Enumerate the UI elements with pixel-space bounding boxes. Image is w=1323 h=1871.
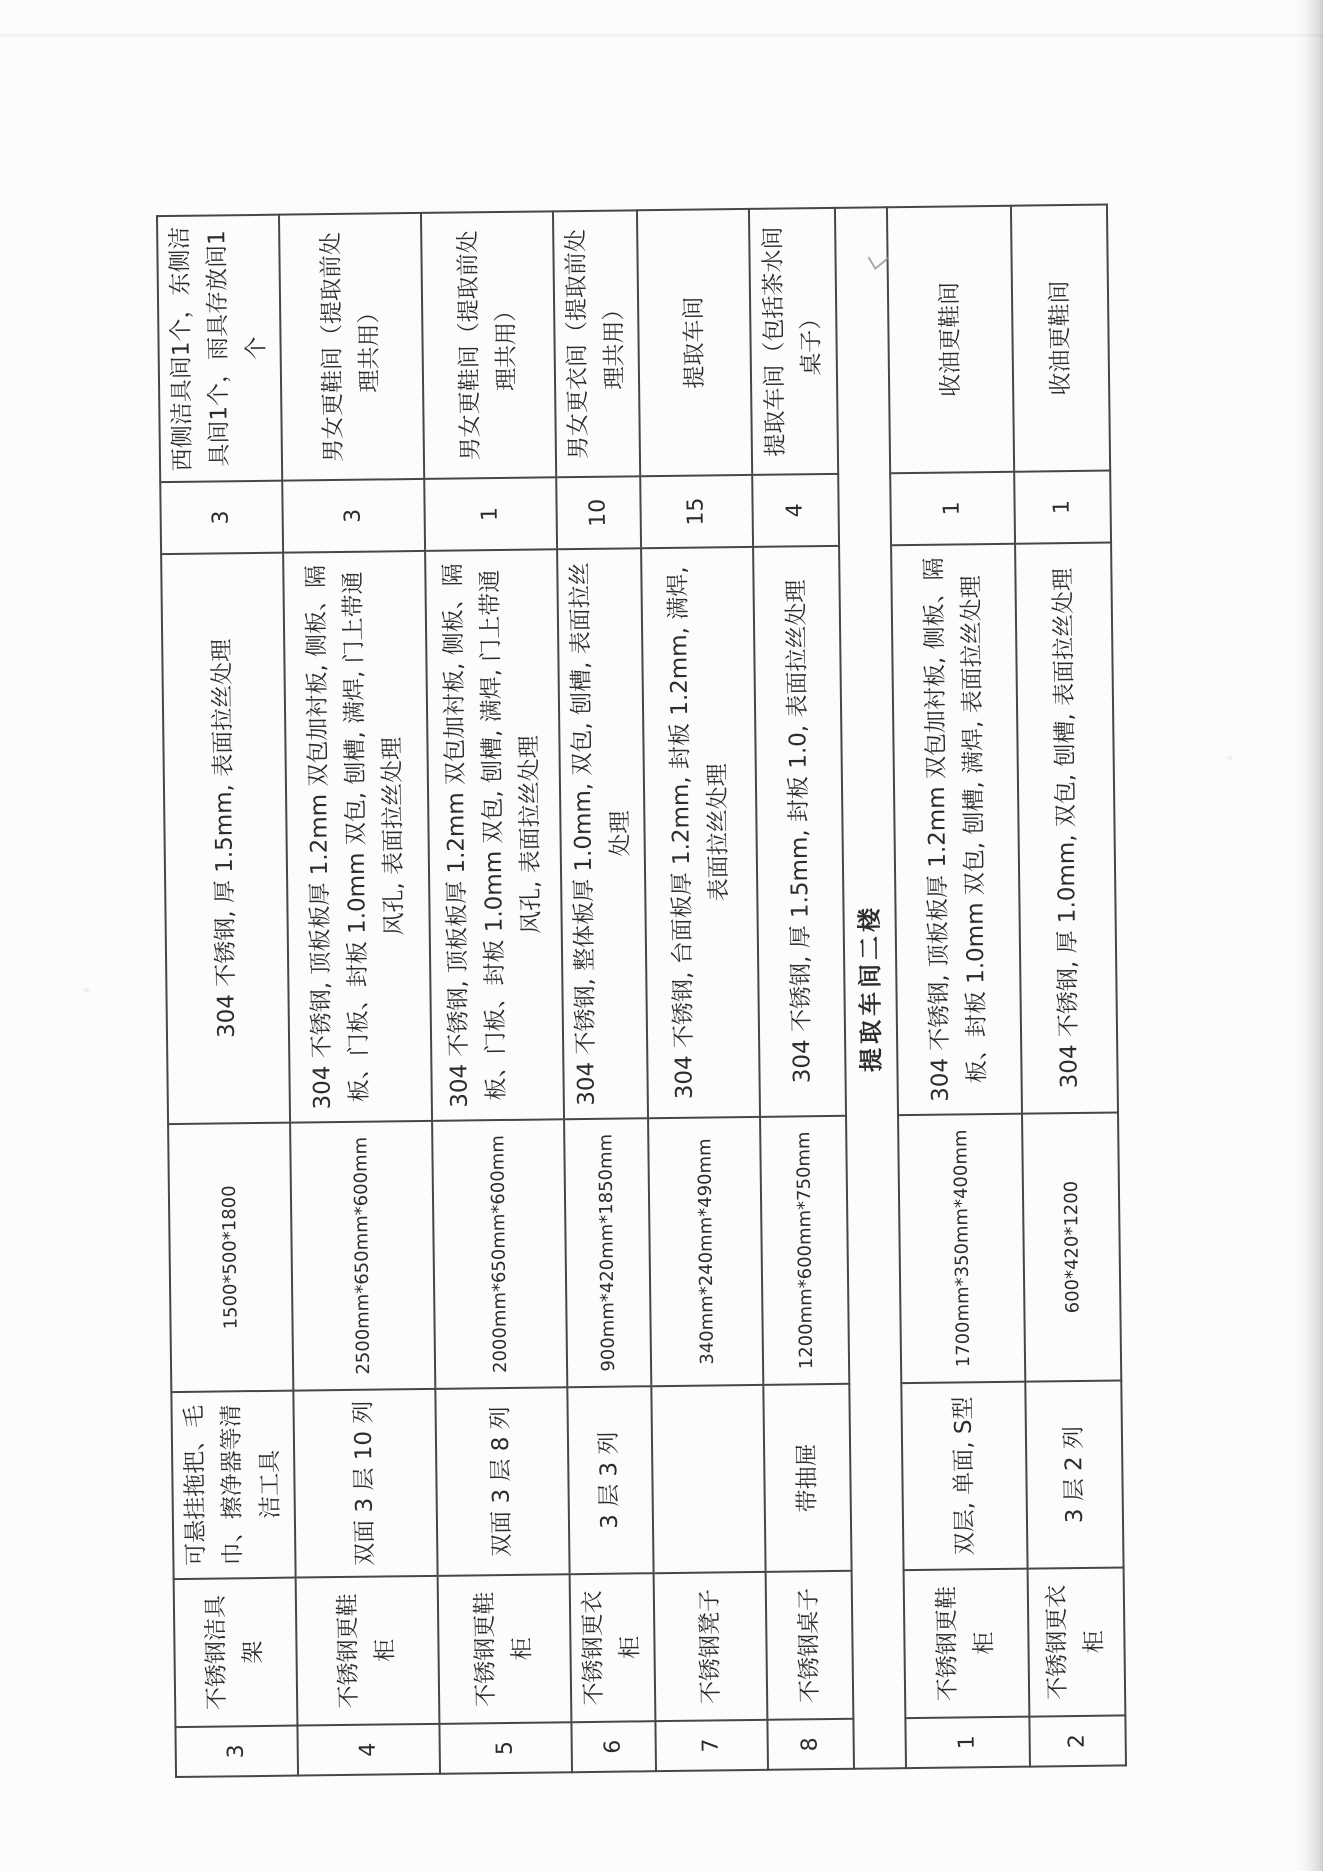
cell-item-name: 不锈钢桌子	[766, 1571, 854, 1720]
table-row	[157, 215, 298, 1777]
cell-quantity: 1	[424, 477, 557, 551]
cell-dimensions: 1500*500*1800	[168, 1123, 293, 1392]
table-row	[887, 206, 1030, 1768]
cell-spec: 可悬挂拖把、毛巾、擦净器等清洁工具	[171, 1391, 295, 1579]
cell-location: 男女更鞋间（提取前处理共用）	[421, 211, 556, 479]
cell-quantity: 3	[160, 481, 283, 554]
cell-serial-number: 1	[906, 1717, 1031, 1769]
cell-spec: 双面 3 层 8 列	[435, 1387, 569, 1576]
cell-location: 西侧洁具间1个，东侧洁具间1个，雨具存放间1个	[157, 215, 282, 482]
cell-spec: 带抽屉	[764, 1384, 852, 1572]
cell-dimensions: 2000mm*650mm*600mm	[432, 1119, 567, 1389]
scan-edge-shading	[0, 34, 1323, 38]
table-row	[637, 209, 768, 1771]
cell-item-name: 不锈钢更鞋柜	[295, 1576, 439, 1726]
cell-dimensions: 600*420*1200	[1022, 1112, 1121, 1381]
cell-spec: 双面 3 层 10 列	[293, 1389, 437, 1578]
cell-location: 男女更衣间（提取前处理共用）	[553, 210, 641, 477]
cell-material: 304 不锈钢, 顶板板厚 1.2mm 双包加衬板, 侧板、隔板、门板、封板 1.0mm 双包, 刨槽, 满焊, 门上带通风孔, 表面拉丝处理	[425, 549, 564, 1121]
section-header-cell: 提取车间二楼	[835, 207, 906, 1769]
cell-quantity: 3	[282, 479, 425, 553]
cell-spec	[652, 1385, 766, 1573]
cell-material: 304 不锈钢, 整体板厚 1.0mm, 双包, 刨槽, 表面拉丝处理	[557, 548, 648, 1119]
cell-dimensions: 1200mm*600mm*750mm	[760, 1116, 849, 1385]
cell-item-name: 不锈钢更衣柜	[1028, 1567, 1126, 1716]
cell-serial-number: 3	[175, 1726, 297, 1777]
cell-material: 304 不锈钢, 顶板板厚 1.2mm 双包加衬板, 侧板、隔板、门板、封板 1.0mm 双包, 刨槽, 满焊, 门上带通风孔, 表面拉丝处理	[283, 551, 432, 1123]
cell-location: 收油更鞋间	[1011, 205, 1110, 472]
cell-material: 304 不锈钢, 厚 1.5mm, 封板 1.0, 表面拉丝处理	[753, 546, 846, 1117]
cell-item-name: 不锈钢洁具架	[174, 1578, 298, 1727]
cell-location: 提取车间	[637, 209, 752, 476]
cell-item-name: 不锈钢更鞋柜	[904, 1569, 1030, 1719]
cell-quantity: 10	[556, 476, 641, 549]
cell-location: 收油更鞋间	[887, 206, 1014, 473]
cell-serial-number: 8	[768, 1719, 855, 1770]
scan-speck	[84, 988, 89, 992]
right-scan-edge-shadow	[1295, 0, 1323, 1871]
cell-material: 304 不锈钢, 台面板厚 1.2mm, 封板 1.2mm, 满焊, 表面拉丝处理	[641, 547, 760, 1118]
table-row	[279, 213, 440, 1776]
cell-quantity: 4	[752, 474, 839, 547]
cell-serial-number: 5	[439, 1722, 572, 1774]
cell-location: 男女更鞋间（提取前处理共用）	[279, 213, 424, 481]
cell-dimensions: 900mm*420mm*1850mm	[564, 1118, 652, 1387]
cell-spec: 3 层 2 列	[1026, 1380, 1124, 1568]
cell-quantity: 1	[1014, 471, 1111, 544]
pen-mark-icon	[865, 252, 892, 275]
cell-material: 304 不锈钢, 厚 1.0mm, 双包, 刨槽, 表面拉丝处理	[1015, 543, 1118, 1114]
cell-item-name: 不锈钢凳子	[654, 1572, 768, 1721]
cell-serial-number: 7	[656, 1720, 769, 1771]
cell-serial-number: 6	[571, 1721, 656, 1772]
table-row	[1011, 205, 1126, 1767]
cell-material: 304 不锈钢, 顶板板厚 1.2mm 双包加衬板, 侧板、隔板、封板 1.0mm 双包, 刨槽, 满焊, 表面拉丝处理	[891, 544, 1022, 1115]
cell-location: 提取车间（包括茶水间桌子）	[749, 208, 838, 475]
cell-material: 304 不锈钢, 厚 1.5mm, 表面拉丝处理	[161, 553, 290, 1124]
cell-spec: 3 层 3 列	[567, 1386, 654, 1574]
table-row	[421, 211, 572, 1773]
cell-item-name: 不锈钢更鞋柜	[437, 1574, 571, 1724]
rotated-table-container	[156, 206, 1108, 1778]
scan-speck	[1228, 756, 1232, 760]
cell-quantity: 1	[890, 472, 1015, 546]
cell-serial-number: 4	[297, 1724, 440, 1776]
cell-dimensions: 2500mm*650mm*600mm	[290, 1121, 435, 1391]
cell-item-name: 不锈钢更衣柜	[569, 1573, 655, 1722]
cell-quantity: 15	[640, 475, 753, 548]
cell-serial-number: 2	[1030, 1715, 1127, 1766]
inventory-table	[156, 204, 1127, 1779]
cell-spec: 双层, 单面, S型	[902, 1382, 1028, 1571]
cell-dimensions: 340mm*240mm*490mm	[648, 1117, 763, 1386]
cell-dimensions: 1700mm*350mm*400mm	[898, 1114, 1025, 1383]
